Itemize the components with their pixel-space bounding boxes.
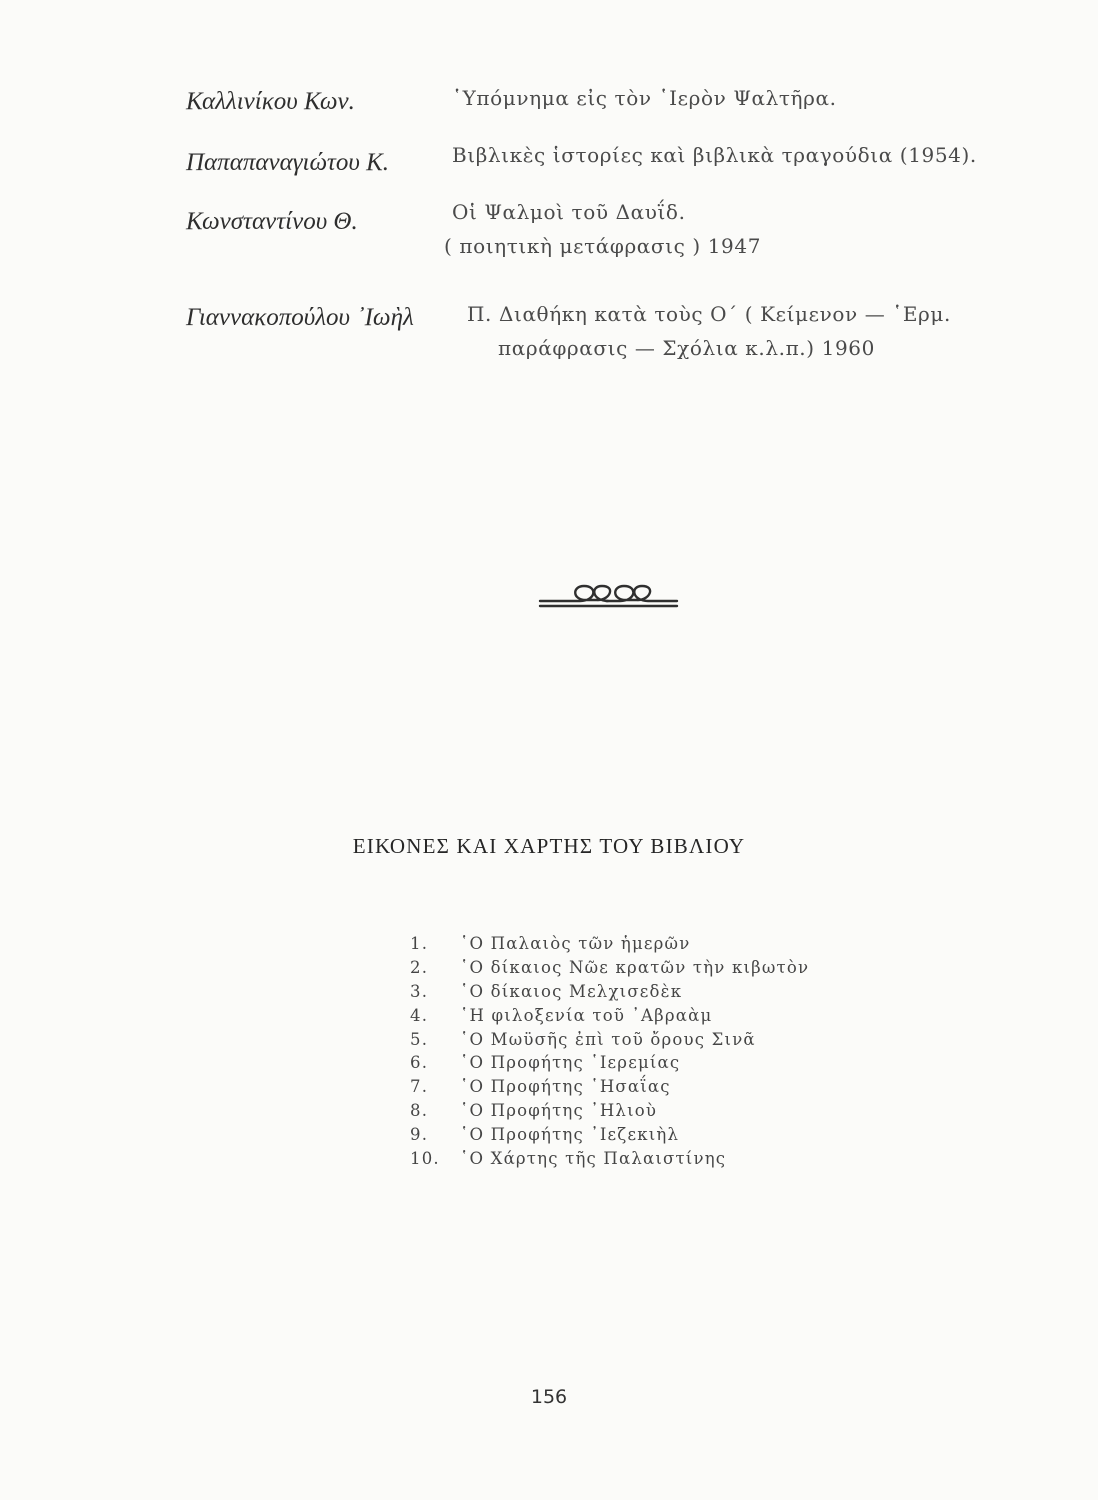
page-number: 156 <box>530 1386 568 1408</box>
work-title: Βιβλικὲς ἱστορίες καὶ βιβλικὰ τραγούδια (1954). <box>452 143 977 167</box>
double-scroll-ornament-icon <box>536 580 681 610</box>
list-item <box>410 1123 809 1147</box>
figure-title: ῾Ο Μωϋσῆς ἐπὶ τοῦ ὄρους Σινᾶ <box>460 1029 756 1049</box>
figure-number: 5. <box>410 1029 429 1049</box>
section-heading: ΕΙΚΟΝΕΣ ΚΑΙ ΧΑΡΤΗΣ ΤΟΥ ΒΙΒΛΙΟΥ <box>352 834 746 858</box>
figure-title: ῾Ο δίκαιος Νῶε κρατῶν τὴν κιβωτὸν <box>460 957 810 977</box>
figure-title: ῾Ο Προφήτης ᾽Ιεζεκιὴλ <box>460 1125 680 1145</box>
figure-number: 10. <box>410 1149 440 1169</box>
figure-title: ῾Ο Προφήτης ῾Ησαΐας <box>460 1077 671 1097</box>
figure-title: ῾Η φιλοξενία τοῦ ᾽Αβραὰμ <box>460 1005 713 1025</box>
figure-number: 9. <box>410 1125 429 1145</box>
figure-number: 2. <box>410 957 429 977</box>
figure-number: 8. <box>410 1101 429 1121</box>
author-name: Καλλινίκου Κων. <box>186 88 355 115</box>
figure-title: ῾Ο Χάρτης τῆς Παλαιστίνης <box>460 1149 727 1169</box>
figure-number: 7. <box>410 1077 429 1097</box>
list-item <box>410 932 809 956</box>
figure-number: 6. <box>410 1053 429 1073</box>
figure-list <box>410 932 809 1171</box>
list-item <box>410 1099 809 1123</box>
figure-title: ῾Ο δίκαιος Μελχισεδὲκ <box>460 981 683 1001</box>
figure-number: 1. <box>410 934 429 953</box>
figure-title: ῾Ο Προφήτης ᾽Ηλιοὺ <box>460 1101 658 1121</box>
author-name: Κωνσταντίνου Θ. <box>186 208 358 235</box>
list-item <box>410 956 809 980</box>
author-name: Γιαννακοπούλου ᾽Ιωὴλ <box>186 304 414 331</box>
list-item <box>410 1028 809 1052</box>
list-item <box>410 1051 809 1075</box>
figure-title: ῾Ο Προφήτης ῾Ιερεμίας <box>460 1053 681 1073</box>
figure-number: 4. <box>410 1005 429 1025</box>
list-item <box>410 980 809 1004</box>
work-title: Π. Διαθήκη κατὰ τοὺς Ο΄ ( Κείμενον — ῾Ερμ. <box>467 302 951 326</box>
list-item <box>410 1004 809 1028</box>
work-subtitle: ( ποιητικὴ μετάφρασις ) 1947 <box>444 234 762 258</box>
list-item <box>410 1147 809 1171</box>
work-title: Οἱ Ψαλμοὶ τοῦ Δαυΐδ. <box>452 200 686 224</box>
list-item <box>410 1075 809 1099</box>
author-name: Παπαπαναγιώτου Κ. <box>186 149 390 176</box>
work-title: ῾Υπόμνημα εἰς τὸν ῾Ιερὸν Ψαλτῆρα. <box>452 86 837 110</box>
figure-title: ῾Ο Παλαιὸς τῶν ἡμερῶν <box>460 934 691 953</box>
figure-number: 3. <box>410 981 429 1001</box>
work-subtitle: παράφρασις — Σχόλια κ.λ.π.) 1960 <box>498 336 875 360</box>
